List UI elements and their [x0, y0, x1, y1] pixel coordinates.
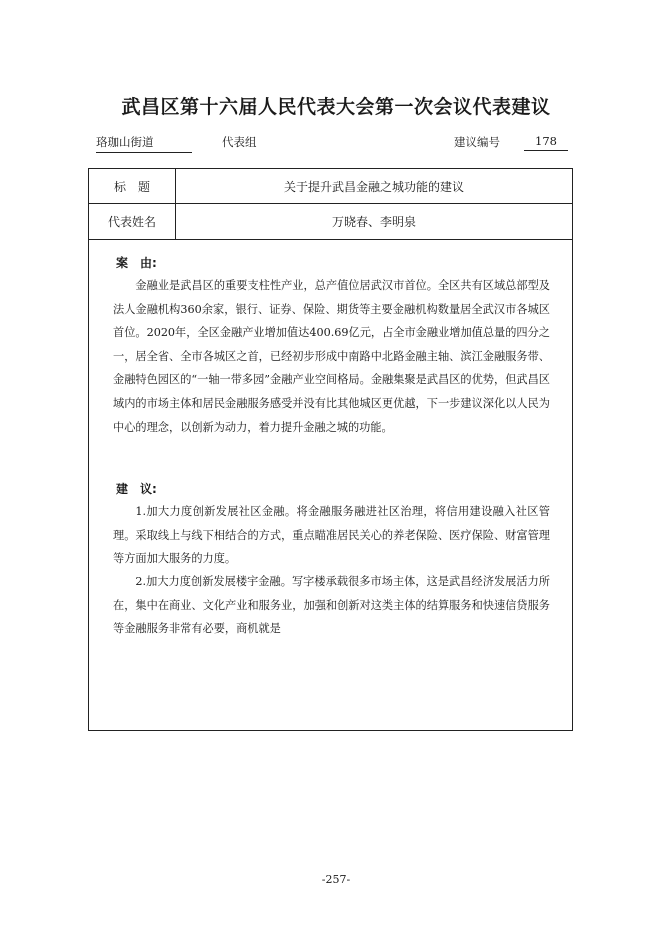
name-value: 万晓春、李明泉: [331, 215, 416, 229]
number-value: 178: [524, 134, 568, 151]
group-label: 代表组: [222, 135, 257, 149]
suggestion-form: [88, 168, 573, 731]
document-title: 武昌区第十六届人民代表大会第一次会议代表建议: [121, 96, 551, 118]
document-meta: [96, 134, 572, 154]
subject-value: 关于提升武昌金融之城功能的建议: [283, 179, 464, 194]
suggestion-label: 建 议:: [116, 482, 157, 496]
street-name: 珞珈山街道: [96, 134, 192, 153]
suggestion-item-2: 2.加大力度创新发展楼宇金融。写字楼承载很多市场主体，这是武昌经济发展活力所在，集中在商业、文化产业和服务业，加强和创新对这类主体的结算服务和快速信贷服务等金融服务非常有必要，商机就是: [113, 575, 550, 636]
suggestion-item-1: 1.加大力度创新发展社区金融。将金融服务融进社区治理，将信用建设融入社区管理。采取线上与线下相结合的方式，重点瞄准居民关心的养老保险、医疗保险、财富管理等方面加大服务的力度。: [113, 505, 550, 566]
number-label: 建议编号: [454, 135, 500, 149]
subject-row: [89, 169, 572, 204]
name-label: 代表姓名: [89, 204, 176, 239]
reason-text: 金融业是武昌区的重要支柱性产业，总产值位居武汉市首位。全区共有区域总部型及法人金融机构360余家，银行、证券、保险、期货等主要金融机构数量居全武汉市各城区首位。2020年，全区金融产业增加值达400.69亿元，占全市金融业增加值总量的四分之一，居全省、全市各城区之首，已经初步形成中南路中北路金融主轴、滨江金融服务带、金融特色园区的“一轴一带多园”金融产业空间格局。金融集聚是武昌区的优势，但武昌区域内的市场主体和居民金融服务感受并没有比其他城区更优越，下一步建议深化以人民为中心的理念，以创新为动力，着力提升金融之城的功能。: [113, 279, 550, 434]
page-number: -257-: [321, 873, 351, 886]
name-row: [89, 204, 572, 240]
reason-label: 案 由:: [116, 256, 157, 270]
subject-label: 标 题: [89, 169, 176, 203]
